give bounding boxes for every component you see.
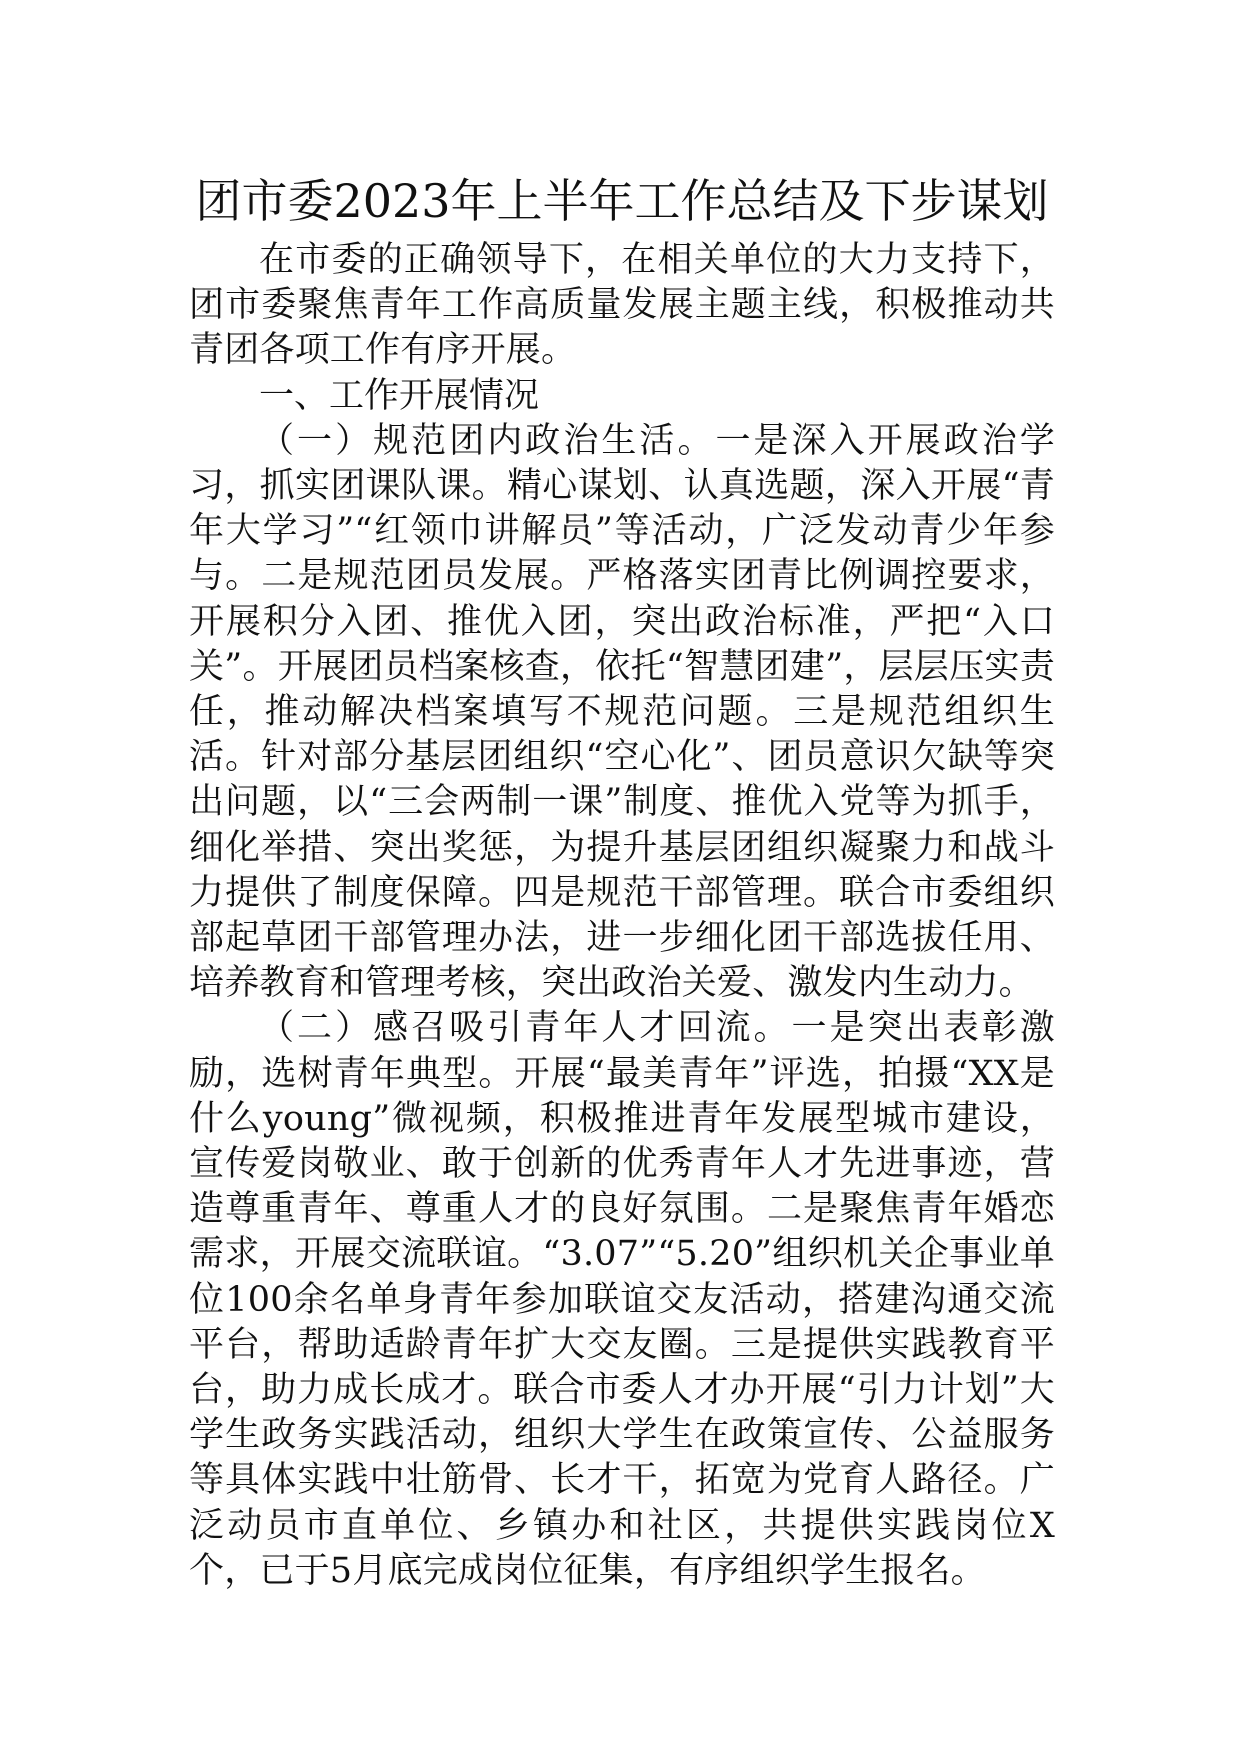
- document-title: 团市委2023年上半年工作总结及下步谋划: [195, 174, 1049, 228]
- document-page: [189, 170, 1055, 1594]
- body-paragraph-2: （二）感召吸引青年人才回流。一是突出表彰激励，选树青年典型。开展“最美青年”评选，拍摄“XX是什么young”微视频，积极推进青年发展型城市建设，宣传爱岗敬业、敢于创新的优秀青年人才先进事迹，营造尊重青年、尊重人才的良好氛围。二是聚焦青年婚恋需求，开展交流联谊。“3.07”“5.20”组织机关企事业单位100余名单身青年参加联谊交友活动，搭建沟通交流平台，帮助适龄青年扩大交友圈。三是提供实践教育平台，助力成长成才。联合市委人才办开展“引力计划”大学生政务实践活动，组织大学生在政策宣传、公益服务等具体实践中壮筋骨、长才干，拓宽为党育人路径。广泛动员市直单位、乡镇办和社区，共提供实践岗位X个，已于5月底完成岗位征集，有序组织学生报名。: [189, 1008, 1055, 1591]
- section-heading: 一、工作开展情况: [259, 375, 540, 416]
- intro-paragraph: 在市委的正确领导下，在相关单位的大力支持下，团市委聚焦青年工作高质量发展主题主线，积极推动共青团各项工作有序开展。: [189, 240, 1055, 371]
- body-paragraph-1: （一）规范团内政治生活。一是深入开展政治学习，抓实团课队课。精心谋划、认真选题，深入开展“青年大学习”“红领巾讲解员”等活动，广泛发动青少年参与。二是规范团员发展。严格落实团青比例调控要求，开展积分入团、推优入团，突出政治标准，严把“入口关”。开展团员档案核查，依托“智慧团建”，层层压实责任，推动解决档案填写不规范问题。三是规范组织生活。针对部分基层团组织“空心化”、团员意识欠缺等突出问题，以“三会两制一课”制度、推优入党等为抓手，细化举措、突出奖惩，为提升基层团组织凝聚力和战斗力提供了制度保障。四是规范干部管理。联合市委组织部起草团干部管理办法，进一步细化团干部选拔任用、培养教育和管理考核，突出政治关爱、激发内生动力。: [189, 420, 1055, 1004]
